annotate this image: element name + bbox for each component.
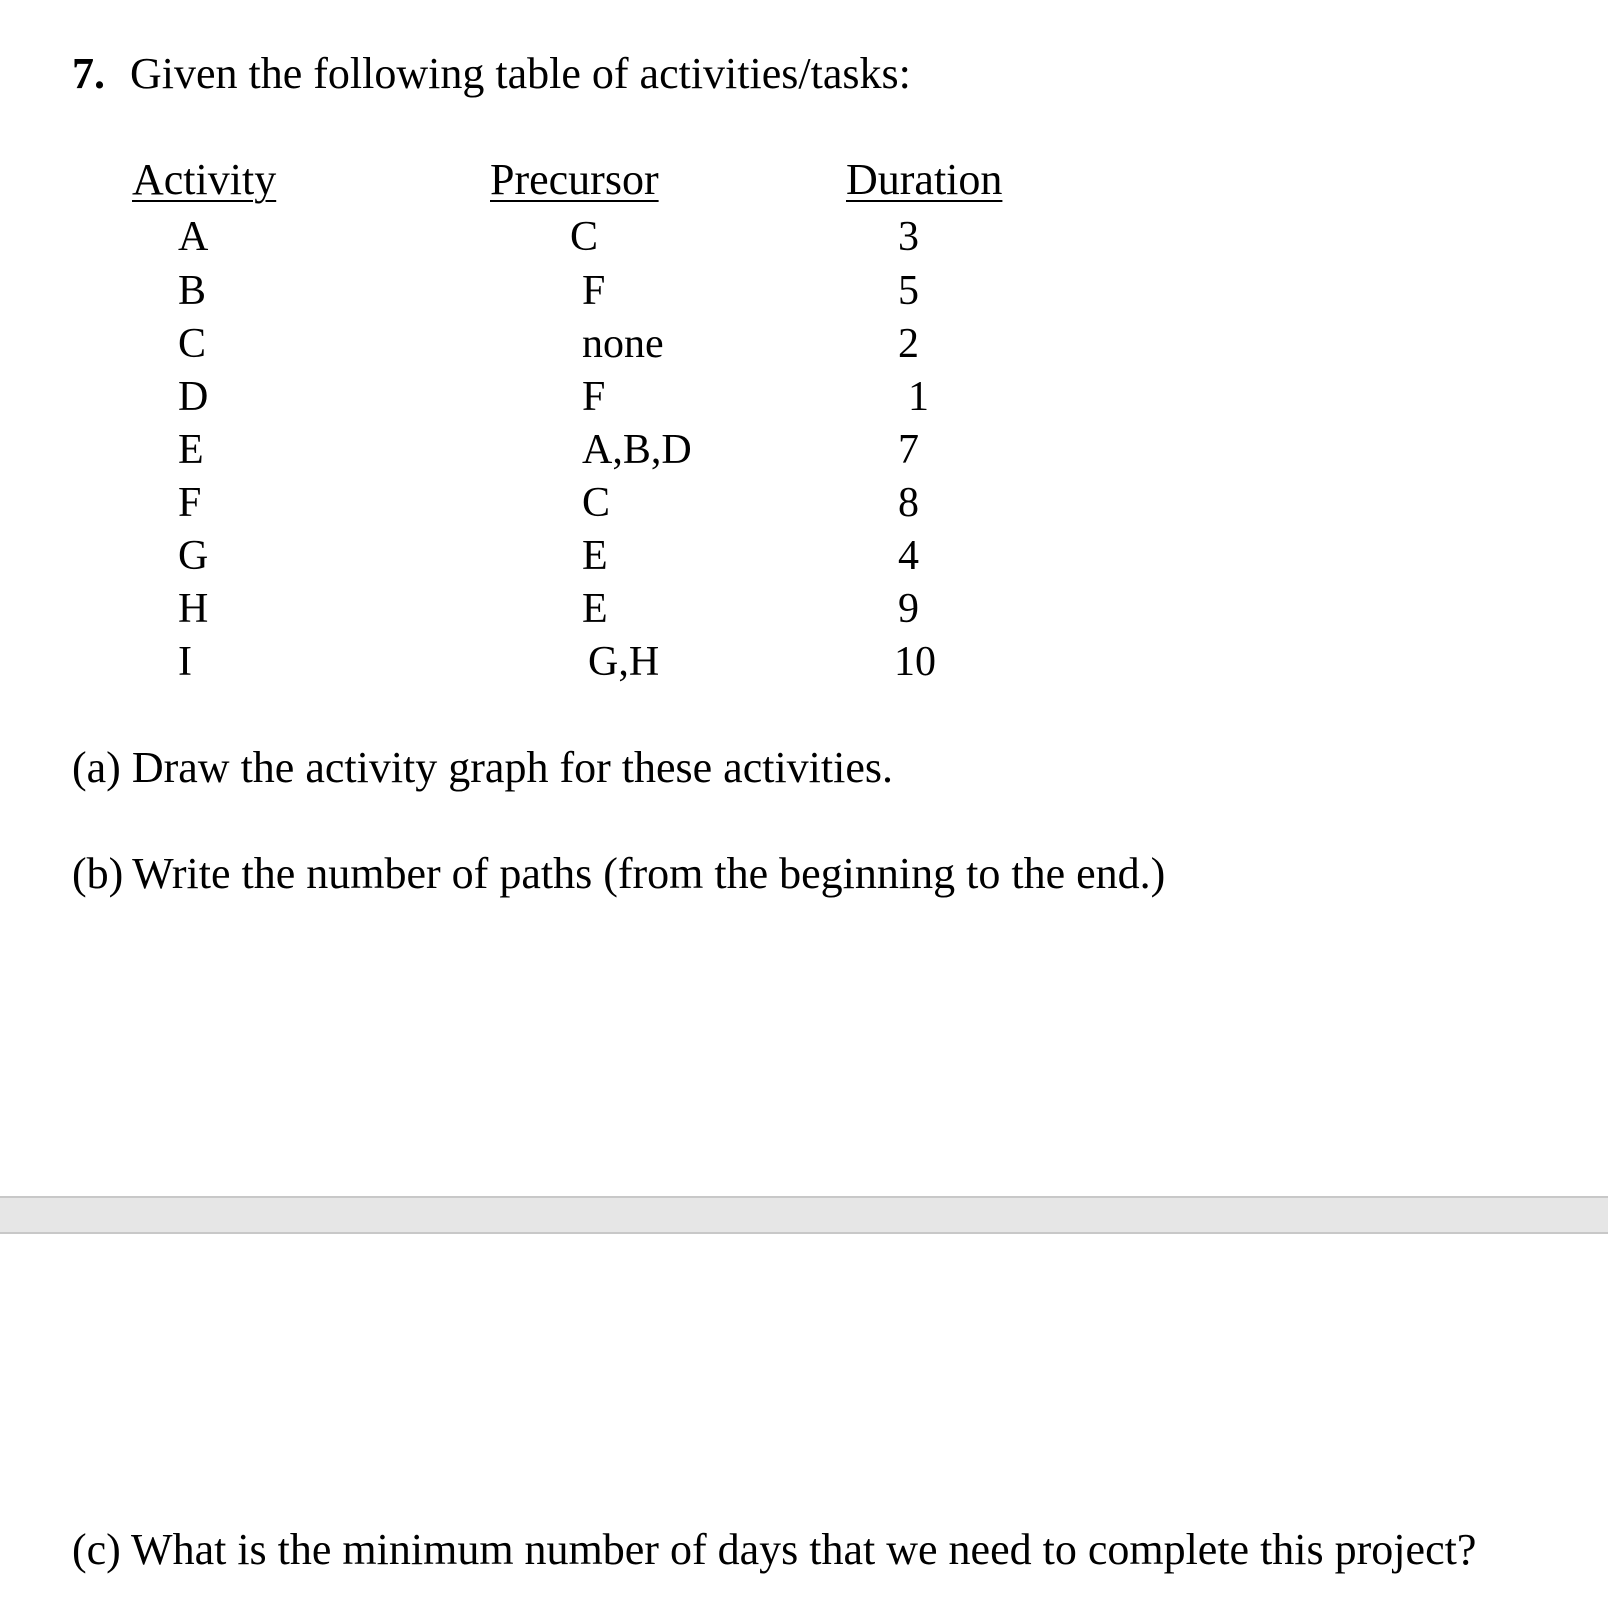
part-a-text: (a) Draw the activity graph for these activities. (72, 743, 894, 792)
duration-cell: 3 (898, 214, 919, 260)
duration-cell: 10 (894, 639, 936, 685)
question-heading (72, 44, 911, 104)
activity-cell: G (178, 533, 209, 579)
activity-cell: A (178, 214, 209, 260)
precursor-cell: none (582, 321, 664, 367)
activity-cell: H (178, 586, 209, 632)
precursor-cell: F (582, 374, 606, 420)
precursor-cell: E (582, 533, 608, 579)
duration-cell: 9 (898, 586, 919, 632)
page-divider (0, 1196, 1608, 1234)
precursor-cell: G,H (588, 639, 660, 685)
activity-cell: I (178, 639, 192, 685)
precursor-cell: F (582, 268, 606, 314)
precursor-cell: E (582, 586, 608, 632)
activity-cell: C (178, 321, 207, 367)
precursor-cell: A,B,D (582, 427, 692, 473)
duration-cell: 2 (898, 321, 919, 367)
duration-cell: 4 (898, 533, 919, 579)
precursor-cell: C (582, 480, 611, 526)
duration-cell: 7 (898, 427, 919, 473)
question-number: 7. (72, 49, 105, 98)
precursor-cell: C (570, 214, 599, 260)
duration-cell: 1 (908, 374, 929, 420)
duration-cell: 5 (898, 268, 919, 314)
activity-cell: B (178, 268, 207, 314)
header-duration: Duration (846, 155, 1003, 204)
header-precursor: Precursor (490, 155, 659, 204)
activity-cell: E (178, 427, 204, 473)
duration-cell: 8 (898, 480, 919, 526)
activity-cell: D (178, 374, 209, 420)
part-c-text: (c) What is the minimum number of days that we need to complete this project? (72, 1525, 1477, 1574)
activity-cell: F (178, 480, 202, 526)
part-b-text: (b) Write the number of paths (from the beginning to the end.) (72, 849, 1166, 898)
question-text: Given the following table of activities/tasks: (130, 49, 911, 98)
header-activity: Activity (132, 155, 277, 204)
